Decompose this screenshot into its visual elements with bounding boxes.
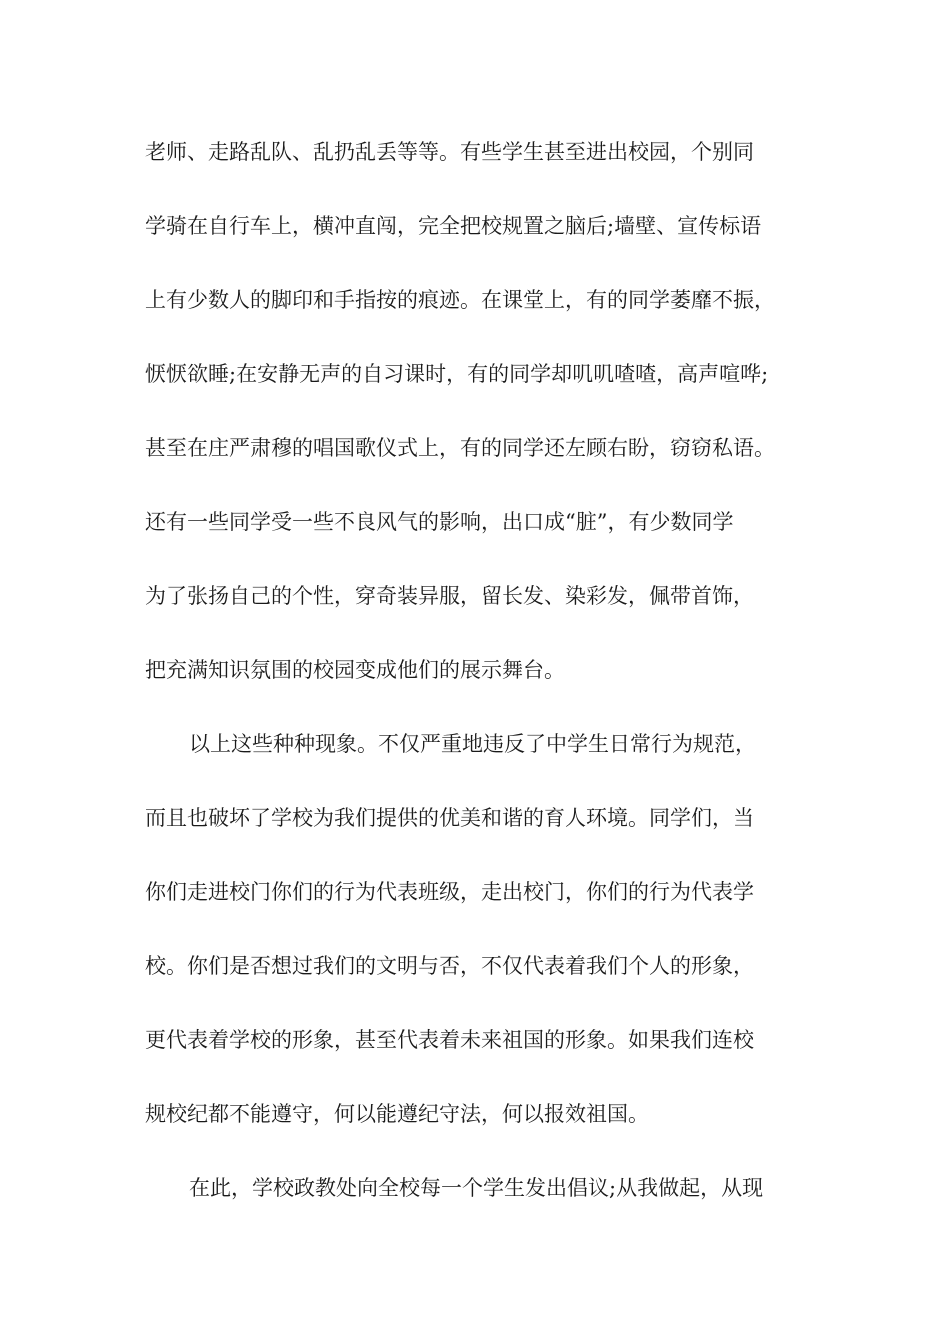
text-line: 为了张扬自己的个性，穿奇装异服，留长发、染彩发，佩带首饰， (145, 584, 754, 608)
text-line: 在此，学校政教处向全校每一个学生发出倡议;从我做起，从现 (189, 1176, 764, 1200)
text-line: 上有少数人的脚印和手指按的痕迹。在课堂上，有的同学萎靡不振， (145, 288, 775, 312)
text-line: 你们走进校门你们的行为代表班级，走出校门，你们的行为代表学 (145, 880, 754, 904)
text-line: 学骑在自行车上，横冲直闯，完全把校规置之脑后;墙壁、宣传标语 (145, 214, 762, 238)
text-line: 而且也破坏了学校为我们提供的优美和谐的育人环境。同学们，当 (145, 806, 754, 830)
text-line: 恹恹欲睡;在安静无声的自习课时，有的同学却叽叽喳喳，高声喧哗; (145, 362, 769, 386)
text-line: 老师、走路乱队、乱扔乱丢等等。有些学生甚至进出校园，个别同 (145, 140, 754, 164)
text-line: 校。你们是否想过我们的文明与否，不仅代表着我们个人的形象， (145, 954, 754, 978)
text-line: 规校纪都不能遵守，何以能遵纪守法，何以报效祖国。 (145, 1102, 649, 1126)
body-text (145, 131, 835, 1241)
text-line: 还有一些同学受一些不良风气的影响，出口成“脏”，有少数同学 (145, 510, 734, 534)
text-line: 更代表着学校的形象，甚至代表着未来祖国的形象。如果我们连校 (145, 1028, 754, 1052)
text-line: 把充满知识氛围的校园变成他们的展示舞台。 (145, 658, 565, 682)
text-line: 甚至在庄严肃穆的唱国歌仪式上，有的同学还左顾右盼，窃窃私语。 (145, 436, 775, 460)
text-line: 以上这些种种现象。不仅严重地违反了中学生日常行为规范， (189, 732, 756, 756)
